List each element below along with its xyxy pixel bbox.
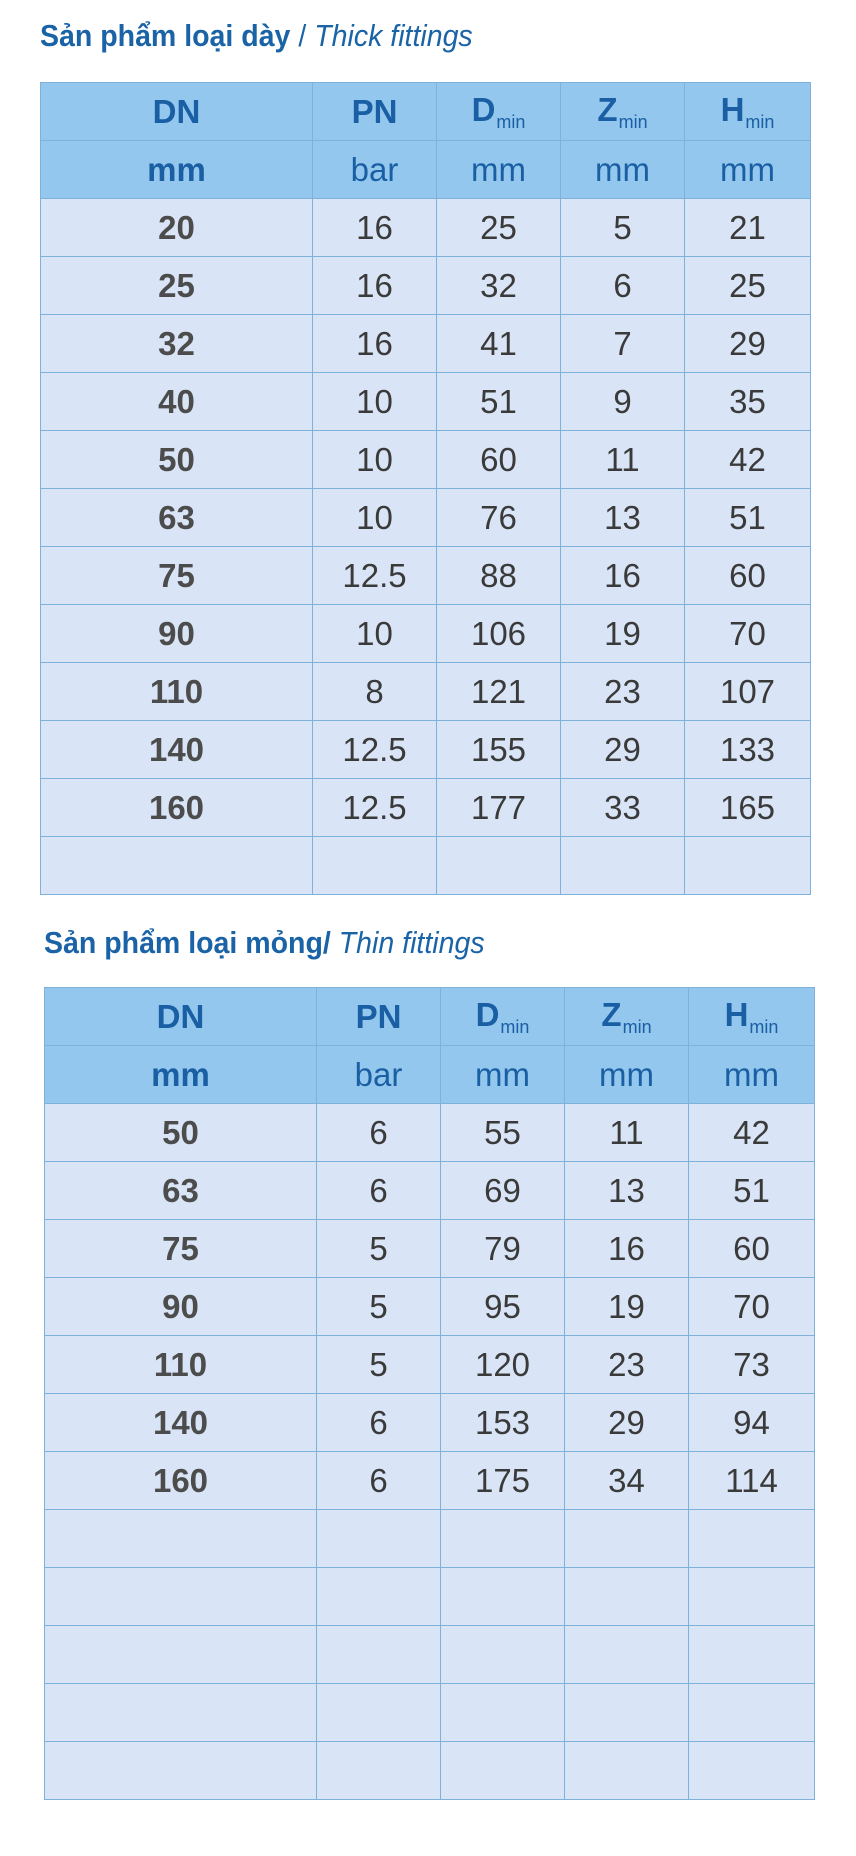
cell-hmin: 73 — [689, 1336, 815, 1394]
thick-title-vn: Sản phẩm loại dày — [40, 18, 291, 53]
cell-hmin: 42 — [689, 1104, 815, 1162]
cell-dmin: 177 — [437, 779, 561, 837]
thin-unit-h: mm — [689, 1046, 815, 1104]
cell-dmin: 106 — [437, 605, 561, 663]
thick-fittings-title — [40, 18, 748, 58]
table-row — [41, 315, 811, 373]
cell-pn: 5 — [317, 1278, 441, 1336]
table-row — [45, 1220, 815, 1278]
cell-dn: 160 — [45, 1452, 317, 1510]
cell-zmin: 29 — [561, 721, 685, 779]
cell-zmin: 6 — [561, 257, 685, 315]
cell-dn: 32 — [41, 315, 313, 373]
cell-dmin: 121 — [437, 663, 561, 721]
table-row — [45, 1162, 815, 1220]
cell-dmin: 88 — [437, 547, 561, 605]
thick-header-pn: PN — [313, 83, 437, 141]
thin-fittings-section — [44, 925, 814, 1499]
cell-zmin: 23 — [561, 663, 685, 721]
cell-zmin: 23 — [565, 1336, 689, 1394]
table-row — [41, 257, 811, 315]
thin-unit-pn: bar — [317, 1046, 441, 1104]
cell-zmin: 9 — [561, 373, 685, 431]
cell-dn: 110 — [45, 1336, 317, 1394]
cell-dmin: 51 — [437, 373, 561, 431]
thick-table-header — [41, 83, 811, 199]
empty-row — [45, 1684, 815, 1742]
thick-title-separator: / — [290, 18, 315, 53]
cell-zmin: 5 — [561, 199, 685, 257]
thick-unit-dn: mm — [41, 141, 313, 199]
table-row — [41, 721, 811, 779]
cell-pn: 6 — [317, 1452, 441, 1510]
cell-dn: 20 — [41, 199, 313, 257]
cell-zmin: 13 — [561, 489, 685, 547]
empty-row — [45, 1568, 815, 1626]
cell-zmin: 16 — [561, 547, 685, 605]
table-row — [41, 663, 811, 721]
cell-hmin: 29 — [685, 315, 811, 373]
cell-dn: 63 — [45, 1162, 317, 1220]
cell-dn: 63 — [41, 489, 313, 547]
cell-zmin: 11 — [561, 431, 685, 489]
cell-dmin: 41 — [437, 315, 561, 373]
cell-zmin: 7 — [561, 315, 685, 373]
thick-header-units-row — [41, 141, 811, 199]
cell-dmin: 76 — [437, 489, 561, 547]
table-row — [41, 373, 811, 431]
cell-pn: 16 — [313, 257, 437, 315]
thin-header-symbols-row — [45, 988, 815, 1046]
thin-header-units-row — [45, 1046, 815, 1104]
cell-dn: 50 — [45, 1104, 317, 1162]
cell-pn: 12.5 — [313, 547, 437, 605]
table-row — [45, 1278, 815, 1336]
thin-header-pn: PN — [317, 988, 441, 1046]
cell-dn: 75 — [45, 1220, 317, 1278]
thin-table-body — [45, 1104, 815, 1800]
thick-unit-z: mm — [561, 141, 685, 199]
cell-pn: 10 — [313, 431, 437, 489]
cell-zmin: 29 — [565, 1394, 689, 1452]
cell-dmin: 60 — [437, 431, 561, 489]
table-row — [41, 489, 811, 547]
cell-zmin: 19 — [561, 605, 685, 663]
table-row — [41, 547, 811, 605]
thick-header-dn: DN — [41, 83, 313, 141]
thin-unit-dn: mm — [45, 1046, 317, 1104]
cell-dn: 140 — [41, 721, 313, 779]
cell-pn: 5 — [317, 1220, 441, 1278]
thick-header-zmin: $Z_{min}$ — [561, 83, 685, 141]
cell-hmin: 42 — [685, 431, 811, 489]
thin-header-hmin: $H_{min}$ — [689, 988, 815, 1046]
cell-hmin: 60 — [685, 547, 811, 605]
thick-fittings-section — [40, 18, 810, 826]
cell-pn: 16 — [313, 315, 437, 373]
cell-dn: 140 — [45, 1394, 317, 1452]
cell-dmin: 155 — [437, 721, 561, 779]
cell-pn: 10 — [313, 373, 437, 431]
empty-row — [45, 1742, 815, 1800]
cell-dn: 50 — [41, 431, 313, 489]
thin-fittings-title — [44, 925, 752, 965]
cell-pn: 5 — [317, 1336, 441, 1394]
cell-dn: 25 — [41, 257, 313, 315]
cell-dmin: 120 — [441, 1336, 565, 1394]
cell-pn: 12.5 — [313, 721, 437, 779]
cell-dmin: 25 — [437, 199, 561, 257]
thick-unit-h: mm — [685, 141, 811, 199]
cell-dn: 40 — [41, 373, 313, 431]
thick-header-dmin: $D_{min}$ — [437, 83, 561, 141]
table-row — [41, 199, 811, 257]
cell-dmin: 69 — [441, 1162, 565, 1220]
cell-hmin: 70 — [685, 605, 811, 663]
thin-unit-z: mm — [565, 1046, 689, 1104]
empty-row — [45, 1626, 815, 1684]
cell-zmin: 34 — [565, 1452, 689, 1510]
cell-dmin: 153 — [441, 1394, 565, 1452]
cell-hmin: 51 — [685, 489, 811, 547]
cell-hmin: 21 — [685, 199, 811, 257]
cell-pn: 8 — [313, 663, 437, 721]
cell-dn: 90 — [41, 605, 313, 663]
thin-unit-d: mm — [441, 1046, 565, 1104]
cell-zmin: 33 — [561, 779, 685, 837]
cell-hmin: 94 — [689, 1394, 815, 1452]
cell-hmin: 107 — [685, 663, 811, 721]
cell-hmin: 114 — [689, 1452, 815, 1510]
empty-row — [41, 837, 811, 895]
cell-pn: 6 — [317, 1394, 441, 1452]
cell-hmin: 165 — [685, 779, 811, 837]
cell-hmin: 25 — [685, 257, 811, 315]
cell-hmin: 35 — [685, 373, 811, 431]
thin-table-header — [45, 988, 815, 1104]
cell-dmin: 95 — [441, 1278, 565, 1336]
cell-pn: 6 — [317, 1162, 441, 1220]
thin-title-vn: Sản phẩm loại mỏng/ — [44, 925, 331, 960]
cell-zmin: 11 — [565, 1104, 689, 1162]
cell-dn: 110 — [41, 663, 313, 721]
thick-unit-d: mm — [437, 141, 561, 199]
cell-hmin: 133 — [685, 721, 811, 779]
cell-zmin: 16 — [565, 1220, 689, 1278]
table-row — [45, 1394, 815, 1452]
cell-dmin: 32 — [437, 257, 561, 315]
cell-dn: 75 — [41, 547, 313, 605]
thick-header-symbols-row — [41, 83, 811, 141]
cell-dn: 90 — [45, 1278, 317, 1336]
cell-pn: 12.5 — [313, 779, 437, 837]
empty-row — [45, 1510, 815, 1568]
cell-dmin: 55 — [441, 1104, 565, 1162]
cell-pn: 16 — [313, 199, 437, 257]
cell-hmin: 70 — [689, 1278, 815, 1336]
thin-header-dn: DN — [45, 988, 317, 1046]
cell-dn: 160 — [41, 779, 313, 837]
table-row — [41, 605, 811, 663]
table-row — [45, 1452, 815, 1510]
thick-table-body — [41, 199, 811, 895]
thin-fittings-table — [44, 987, 815, 1800]
cell-pn: 10 — [313, 489, 437, 547]
table-row — [45, 1104, 815, 1162]
table-row — [45, 1336, 815, 1394]
thick-fittings-table — [40, 82, 811, 895]
thin-title-en: Thin fittings — [338, 925, 485, 960]
cell-hmin: 51 — [689, 1162, 815, 1220]
cell-dmin: 79 — [441, 1220, 565, 1278]
cell-hmin: 60 — [689, 1220, 815, 1278]
thin-header-dmin: $D_{min}$ — [441, 988, 565, 1046]
cell-pn: 10 — [313, 605, 437, 663]
cell-zmin: 19 — [565, 1278, 689, 1336]
thick-header-hmin: $H_{min}$ — [685, 83, 811, 141]
cell-pn: 6 — [317, 1104, 441, 1162]
table-row — [41, 431, 811, 489]
thick-unit-pn: bar — [313, 141, 437, 199]
cell-zmin: 13 — [565, 1162, 689, 1220]
thin-header-zmin: $Z_{min}$ — [565, 988, 689, 1046]
cell-dmin: 175 — [441, 1452, 565, 1510]
table-row — [41, 779, 811, 837]
thick-title-en: Thick fittings — [314, 18, 473, 53]
